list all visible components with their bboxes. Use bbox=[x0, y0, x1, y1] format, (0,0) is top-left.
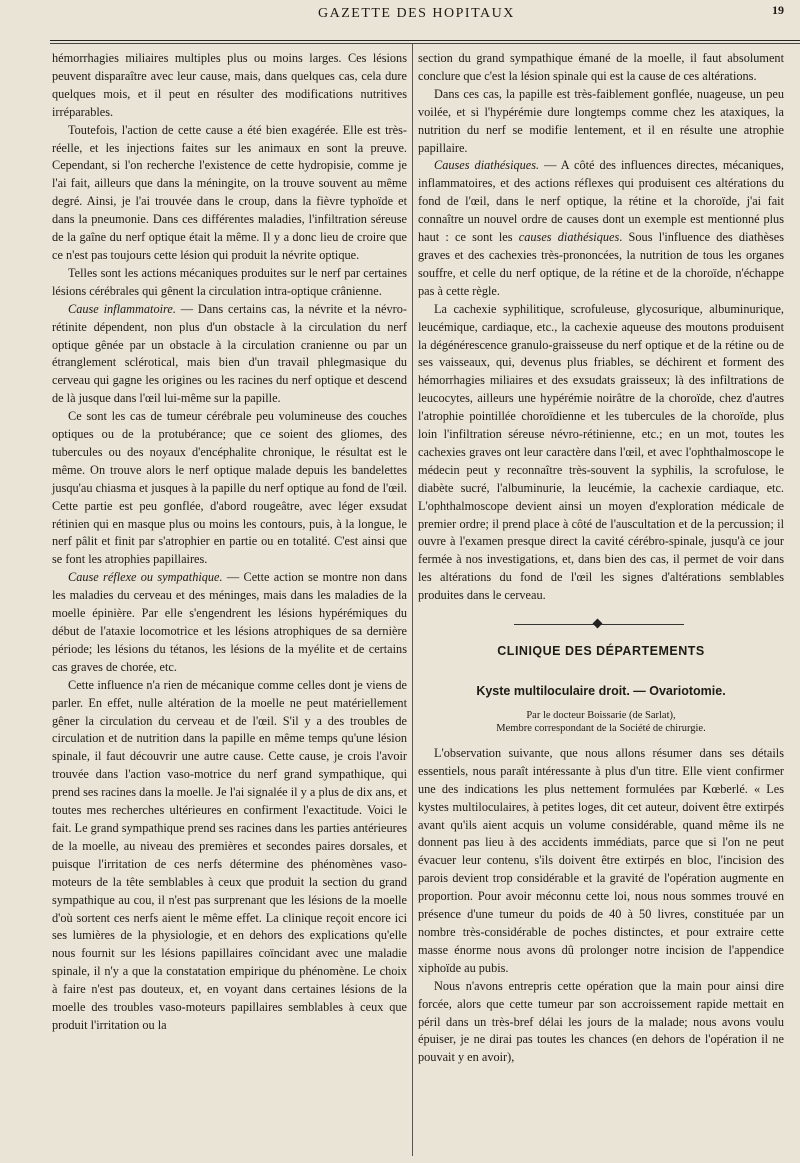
left-column bbox=[52, 50, 407, 1035]
paragraph: hémorrhagies miliaires multiples plus ou moins larges. Ces lésions peuvent disparaître avec leur cause, mais, dans quelques cas, cela dure quelques mois, et il peut en résulter des modifications nutritives irréparables. bbox=[52, 51, 407, 119]
header-rule bbox=[50, 40, 800, 44]
paragraph: Cause réflexe ou sympathique. — Cette action se montre non dans les maladies du cerveau et des méninges, mais dans les maladies de la moelle épinière. Par elle s'engendrent les lésions hypérémiques du début de l'ataxie locomotrice et les lésions atrophiques de sa dernière période; les lésions du tétanos, les lésions de la myélite et de certains cas graves de chorée, etc. bbox=[52, 570, 408, 674]
paragraph: section du grand sympathique émané de la moelle, il faut absolument conclure que c'est la lésion spinale qui est la cause de ces altérations. bbox=[418, 51, 784, 83]
article-title: Kyste multiloculaire droit. — Ovariotomie. bbox=[476, 684, 726, 698]
paragraph: La cachexie syphilitique, scrofuleuse, glycosurique, albuminurique, leucémique, cardiaque, etc., la cachexie aqueuse des moutons produisent la dégénérescence granulo-graisseuse du nerf optique et de la rétine ou de ses vaisseaux, qui, devenus plus friables, se déchirent et forment des hémorrhagies miliaires et des exsudats graisseux; là des infiltrations de leucocytes, ailleurs une hypérémie noirâtre de la choroïde, chez d'autres l'atrophie pointillée choroïdienne et les tubercules de la choroïde, plus loin l'infiltration séreuse névro-rétinienne, etc.; en un mot, toutes les cachexies graves ont leur caractère dans l'œil, et avec l'ophthalmoscope le médecin peut y reconnaître très-souvent la syphilis, la scrofulose, le diabète sucré, l'albuminurie, la leucémie, la cachexie cardiaque, etc. L'ophthalmoscope devient ainsi un moyen d'exploration médicale de premier ordre; il prend place à côté de l'auscultation et de la percussion; il ouvre à l'examen presque direct la cavité cérébro-spinale, jusqu'à ce jour fermée à nos investigations, et, dans bien des cas, il permet de voir dans les altérations du fond de l'œil les signes d'altérations semblables produites dans le cerveau. bbox=[418, 301, 784, 603]
paragraph: Cette influence n'a rien de mécanique comme celles dont je viens de parler. En effet, nulle altération de la moelle ne peut matériellement gêner la circulation du cerveau et de l'œil. S'il y a des troubles de circulation et de nutrition dans la papille en même temps qu'une lésion spinale, il faut découvrir une autre cause. Cette cause, je crois l'avoir trouvée dans l'action vaso-motrice du nerf grand sympathique, qui prend ses racines dans la moelle. Je l'ai signalée il y a plus de dix ans, et toutes mes recherches ultérieures en confirment l'exactitude. Voici le fait. Le grand sympathique prend ses racines dans les parties antérieures de la moelle, au niveau des premières et secondes paires dorsales, et puisque l'irritation de ces nerfs détermine des phénomènes vaso-moteurs de la tête semblables à ceux que produit la section du grand sympathique au cou, il n'est pas surprenant que les lésions de la moelle d'où sortent ces nerfs aient le même effet. La clinique reçoit encore ici ses lumières de la physiologie, et en dehors des explications qu'elle nous fournit sur les lésions papillaires coïncidant avec une maladie spinale, il n'y a que la constatation empirique du phénomène. Le choix à faire n'est pas douteux, et, en voyant dans certaines lésions de la moelle des troubles vaso-moteurs papillaires semblables à ceux que produit l'irritation ou la bbox=[52, 677, 407, 1032]
page-header bbox=[0, 0, 800, 26]
byline: Par le docteur Boissarie (de Sarlat), Membre correspondant de la Société de chirurgie. bbox=[496, 709, 706, 734]
subsection-title: Cause réflexe ou sympathique. bbox=[68, 570, 223, 585]
paragraph: Nous n'avons entrepris cette opération que la main pour ainsi dire forcée, alors que cette tumeur par son accroissement rapide mettait en péril dans un très-bref délai les jours de la malade; nous avons voulu épuiser, je ne dirai pas toutes les chances (en dehors de l'opération il ne pouvait y en avoir), bbox=[418, 978, 784, 1065]
paragraph: L'observation suivante, que nous allons résumer dans ses détails essentiels, nous paraît intéressante à plus d'un titre. Elle vient confirmer une des indications les plus nettement formulées par Kœberlé. « Les kystes multiloculaires, à petites loges, dit cet auteur, doivent être extirpés avant qu'ils aient acquis un volume considérable, quand même ils ne donnent pas lieu à des accidents immédiats, parce que si l'on ne peut évacuer leur contenu, s'ils doivent être extirpés en bloc, l'incision des parois devient trop considérable et la gravité de l'opération augmente en proportion. Pour avoir méconnu cette loi, nous nous sommes trouvé en présence d'une tumeur du poids de 40 à 50 livres, constituée par un nombre très-considérable de poches distinctes, et pour extraire cette masse énorme nous avons dû prolonger notre incision de l'appendice xiphoïde au pubis. bbox=[418, 745, 784, 975]
paragraph: Cause inflammatoire. — Dans certains cas, la névrite et la névro-rétinite dépendent, non plus d'un obstacle à la circulation du nerf optique gênée par un obstacle à la circulation cranienne ou par un étranglement sclérotical, mais bien d'un travail phlegmasique du cerveau qui gagne les origines ou les racines du nerf optique et descend de là jusque dans l'œil lui-même sur la papille. bbox=[52, 301, 408, 406]
subsection-title: Cause inflammatoire. bbox=[68, 301, 176, 316]
right-column bbox=[418, 50, 784, 1067]
paragraph: Dans ces cas, la papille est très-faiblement gonflée, nuageuse, un peu voilée, et si l'hypérémie dure longtemps comme chez les ataxiques, la nutrition du nerf se modifie lentement, et il en résulte une atrophie papillaire. bbox=[418, 86, 784, 155]
subsection-title: Causes diathésiques. bbox=[434, 158, 540, 173]
journal-title: GAZETTE DES HOPITAUX bbox=[318, 6, 515, 21]
paragraph: Ce sont les cas de tumeur cérébrale peu volumineuse des couches optiques ou de la protubérance; que ce soient des gliomes, des tubercules ou des noyaux d'encéphalite chronique, le résultat est le même. On trouve alors le nerf optique malade depuis les bandelettes jusqu'au chiasma et jusques à la papille du nerf optique au fond de l'œil. Cette partie est peu gonflée, d'abord rougeâtre, avec léger exsudat rétinien qui en masque plus ou moins les contours, puis, à la longue, le nerf pâlit et finit par s'atrophier en partie ou en totalité. C'est ainsi que se font les atrophies papillaires. bbox=[52, 409, 407, 567]
page-number: 19 bbox=[772, 3, 784, 17]
paragraph: Telles sont les actions mécaniques produites sur le nerf par certaines lésions cérébrales qui gênent la circulation intra-optique crânienne. bbox=[52, 265, 407, 298]
section-heading: CLINIQUE DES DÉPARTEMENTS bbox=[497, 644, 705, 659]
paragraph: Causes diathésiques. — A côté des influences directes, mécaniques, inflammatoires, et des actions réflexes qui produisent ces altérations du fond de l'œil, dans le nerf optique, la rétine et la choroïde, j'ai fait connaître un nouvel ordre de causes dont un exemple est mentionné plus haut : ce sont les causes diathésiques. Sous l'influence des diathèses graves et des cachexies très-prononcées, la nutrition de tous les organes souffre, et celle du nerf optique, de la rétine et de la choroïde, n'échappe pas à cette règle. bbox=[418, 158, 784, 298]
column-divider bbox=[412, 44, 413, 1156]
section-ornament bbox=[418, 619, 784, 629]
paragraph: Toutefois, l'action de cette cause a été bien exagérée. Elle est très-réelle, et les injections faites sur les animaux en sont la preuve. Cependant, si l'on recherche l'existence de cette hydropisie, comme je l'ai fait, ailleurs que dans la méningite, on la trouve souvent au même degré. Ainsi, je l'ai trouvée dans le croup, dans la fièvre typhoïde et dans la pneumonie. Dans ces différentes maladies, l'infiltration séreuse de la gaîne du nerf optique était la même. Il y a donc lieu de croire que ce n'est pas toujours cette lésion qui produit la névrite optique. bbox=[52, 122, 407, 262]
